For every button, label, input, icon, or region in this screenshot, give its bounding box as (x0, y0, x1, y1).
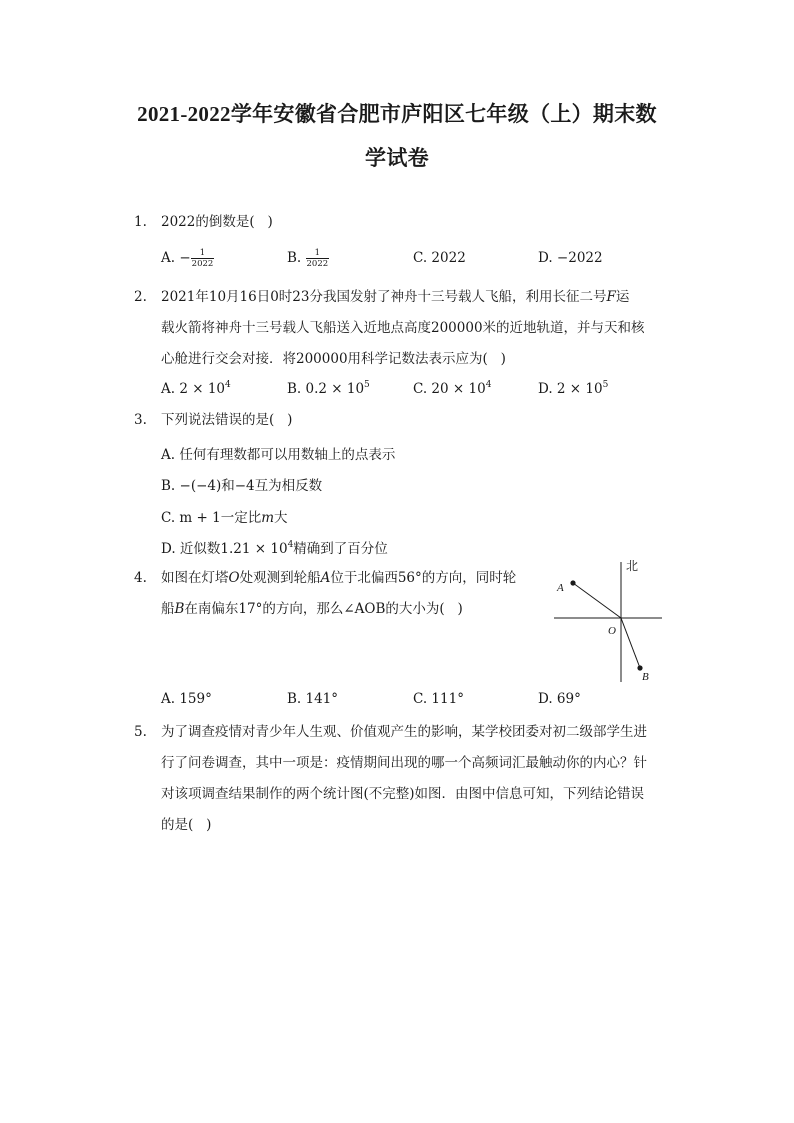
q4-var-b: B (174, 601, 185, 617)
question-5-number: 5. (134, 724, 147, 740)
question-2-line1 (161, 287, 629, 307)
question-3-number: 3. (134, 412, 147, 428)
question-2-number: 2. (134, 289, 147, 305)
question-4-option-c: C. 111° (413, 691, 464, 707)
option-d-text: D. 近似数1.21 × 10 (161, 541, 288, 557)
question-4-line2 (161, 599, 463, 619)
question-2-option-a (161, 381, 231, 397)
option-d-text: D. 2 × 10 (538, 381, 603, 397)
question-5-line4: 的是( ) (161, 817, 212, 833)
label-north: 北 (626, 559, 639, 573)
q2-line1-tail: 运 (615, 289, 630, 305)
fraction-denominator: 2022 (306, 259, 329, 269)
question-4-option-d: D. 69° (538, 691, 581, 707)
question-4-line1 (161, 568, 516, 588)
question-1-option-d: D. −2022 (538, 250, 603, 266)
label-o: O (608, 625, 616, 637)
q2-variable-f: F (606, 289, 616, 305)
ray-ob (621, 618, 640, 668)
option-c-text: C. 20 × 10 (413, 381, 486, 397)
question-5-line2: 行了问卷调查，其中一项是：疫情期间出现的哪一个高频词汇最触动你的内心？针 (161, 755, 647, 771)
option-a-label: A. (161, 250, 176, 266)
question-1-option-b (287, 248, 329, 269)
question-2-line2: 载火箭将神舟十三号载人飞船送入近地点高度200000米的近地轨道，并与天和核 (161, 320, 645, 336)
q2-line1-text: 2021年10月16日0时23分我国发射了神舟十三号载人飞船，利用长征二号 (161, 289, 607, 305)
label-b: B (642, 671, 649, 683)
question-3-option-d (161, 537, 388, 557)
question-1-option-c: C. 2022 (413, 250, 466, 266)
question-1-number: 1. (134, 214, 147, 230)
question-1-option-a (161, 248, 214, 269)
point-b (637, 665, 642, 670)
fraction (306, 248, 330, 269)
question-3-option-c (161, 506, 288, 526)
q4-text: 处观测到轮船 (239, 570, 321, 586)
question-3-option-a: A. 任何有理数都可以用数轴上的点表示 (161, 447, 396, 463)
question-2-option-b (287, 381, 370, 397)
question-5-line1: 为了调查疫情对青少年人生观、价值观产生的影响，某学校团委对初二级部学生进 (161, 724, 647, 740)
fraction (191, 248, 215, 269)
option-a-text: A. 2 × 10 (161, 381, 225, 397)
option-d-tail: 精确到了百分位 (293, 541, 388, 557)
question-2-option-c (413, 381, 491, 397)
question-3-stem: 下列说法错误的是( ) (161, 412, 293, 428)
question-3-option-b: B. −(−4)和−4互为相反数 (161, 478, 323, 494)
option-a-sign: − (179, 250, 191, 266)
option-c-text: C. m + 1一定比 (161, 510, 262, 526)
option-b-label: B. (287, 250, 302, 266)
q4-text: 在南偏东17°的方向，那么∠AOB的大小为( ) (184, 601, 463, 617)
page-title-line1: 2021-2022学年安徽省合肥市庐阳区七年级（上）期末数 (137, 102, 657, 126)
exponent: 5 (364, 380, 370, 390)
q4-text: 船 (161, 601, 175, 617)
question-4-option-a: A. 159° (161, 691, 212, 707)
fraction-denominator: 2022 (191, 259, 214, 269)
question-1-stem: 2022的倒数是( ) (161, 214, 273, 230)
variable-m: m (261, 510, 275, 526)
question-5-line3: 对该项调查结果制作的两个统计图(不完整)如图．由图中信息可知，下列结论错误 (161, 786, 645, 802)
q4-var-o: O (228, 570, 240, 586)
fraction-numerator: 1 (306, 248, 330, 259)
fraction-numerator: 1 (191, 248, 215, 259)
exponent: 4 (485, 380, 492, 390)
option-c-tail: 大 (274, 510, 288, 526)
exponent: 5 (602, 380, 609, 390)
question-4-number: 4. (134, 570, 147, 586)
q4-var-a: A (320, 570, 331, 586)
question-4-option-b: B. 141° (287, 691, 339, 707)
page-title-line2: 学试卷 (365, 146, 429, 170)
ray-oa (573, 583, 621, 618)
exponent: 4 (225, 380, 231, 390)
label-a: A (557, 582, 564, 594)
q4-text: 位于北偏西56°的方向，同时轮 (330, 570, 517, 586)
exponent: 4 (287, 540, 294, 550)
q4-text: 如图在灯塔 (161, 570, 229, 586)
point-a (570, 580, 575, 585)
question-2-option-d (538, 381, 608, 397)
question-2-line3: 心舱进行交会对接．将200000用科学记数法表示应为( ) (161, 351, 506, 367)
compass-diagram (548, 556, 668, 686)
option-b-text: B. 0.2 × 10 (287, 381, 365, 397)
